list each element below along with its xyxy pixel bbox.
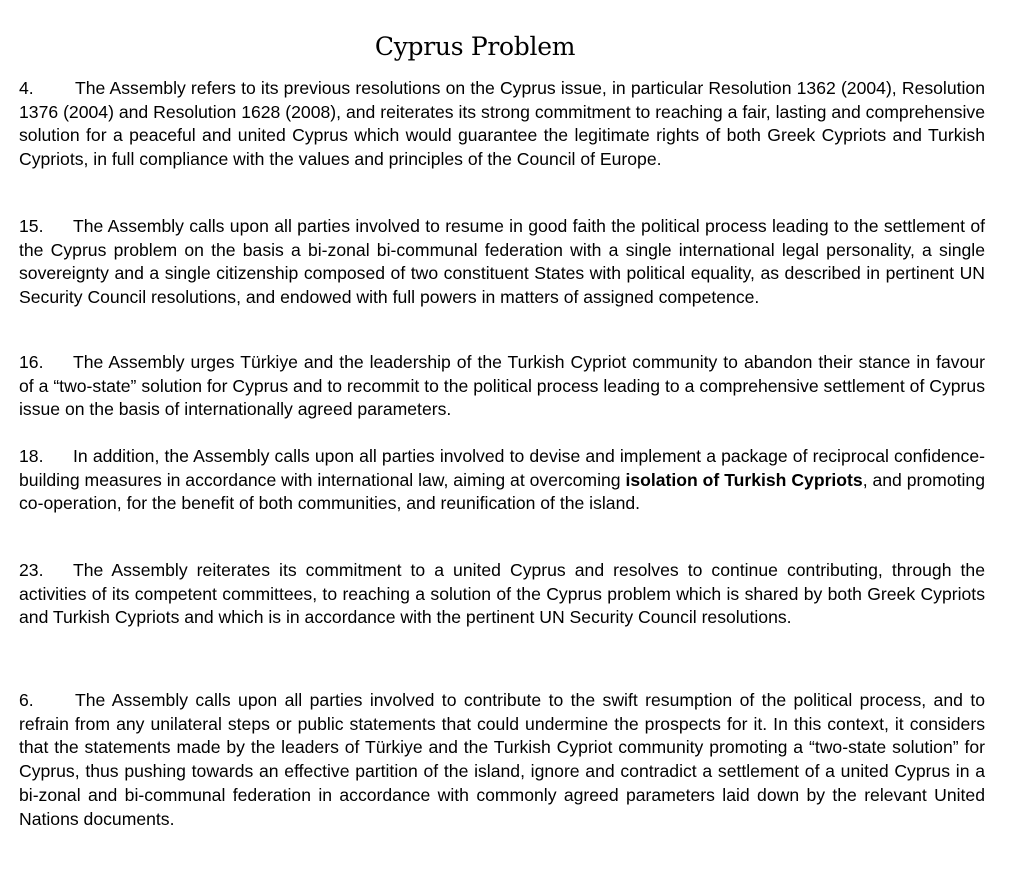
paragraph-text-end: , and promoting co-operation, for the benefit of both communities, and reunification of the island.	[19, 469, 985, 514]
paragraph-text: The Assembly calls upon all parties involved to resume in good faith the political process leading to the settlement of the Cyprus problem on the basis a bi-zonal bi-communal federation with a single international legal personality, a single sovereignty and a single citizenship composed of two constituent States with political equality, as described in pertinent UN Security Council resolutions, and endowed with full powers in matters of assigned competence.	[19, 216, 985, 308]
paragraph-number: 18.	[19, 446, 44, 466]
paragraph-number: 4.	[19, 78, 34, 98]
paragraph-number: 23.	[19, 560, 44, 580]
paragraph-number: 15.	[19, 216, 44, 236]
paragraph-4	[19, 77, 985, 172]
paragraph-6	[19, 689, 985, 831]
paragraph-text: In addition, the Assembly calls upon all parties involved to devise and implement a package of reciprocal confidence-building measures in accordance with international law, aiming at overcoming	[19, 446, 985, 490]
paragraph-bold-text: isolation of Turkish Cypriots	[625, 469, 863, 490]
paragraph-18	[19, 445, 985, 516]
paragraph-16	[19, 351, 985, 422]
paragraph-text: The Assembly calls upon all parties involved to contribute to the swift resumption of the political process, and to refrain from any unilateral steps or public statements that could undermine the prospects for it. In this context, it considers that the statements made by the leaders of Türkiye and the Turkish Cypriot community promoting a “two-state solution” for Cyprus, thus pushing towards an effective partition of the island, ignore and contradict a settlement of a united Cyprus in a bi-zonal and bi-communal federation in accordance with commonly agreed parameters laid down by the relevant United Nations documents.	[19, 690, 985, 829]
document-title: Cyprus Problem	[374, 32, 576, 61]
paragraph-number: 6.	[19, 690, 34, 710]
paragraph-text: The Assembly urges Türkiye and the leadership of the Turkish Cypriot community to abandon their stance in favour of a “two-state” solution for Cyprus and to recommit to the political process leading to a comprehensive settlement of Cyprus issue on the basis of internationally agreed parameters.	[19, 352, 985, 420]
paragraph-text: The Assembly reiterates its commitment to a united Cyprus and resolves to continue contributing, through the activities of its competent committees, to reaching a solution of the Cyprus problem which is shared by both Greek Cypriots and Turkish Cypriots and which is in accordance with the pertinent UN Security Council resolutions.	[19, 560, 985, 628]
document-page	[19, 0, 985, 829]
paragraph-number: 16.	[19, 352, 44, 372]
paragraph-text: The Assembly refers to its previous resolutions on the Cyprus issue, in particular Resolution 1362 (2004), Resolution 1376 (2004) and Resolution 1628 (2008), and reiterates its strong commitment to reaching a fair, lasting and comprehensive solution for a peaceful and united Cyprus which would guarantee the legitimate rights of both Greek Cypriots and Turkish Cypriots, in full compliance with the values and principles of the Council of Europe.	[19, 78, 985, 170]
paragraph-23	[19, 559, 985, 630]
paragraph-15	[19, 215, 985, 310]
